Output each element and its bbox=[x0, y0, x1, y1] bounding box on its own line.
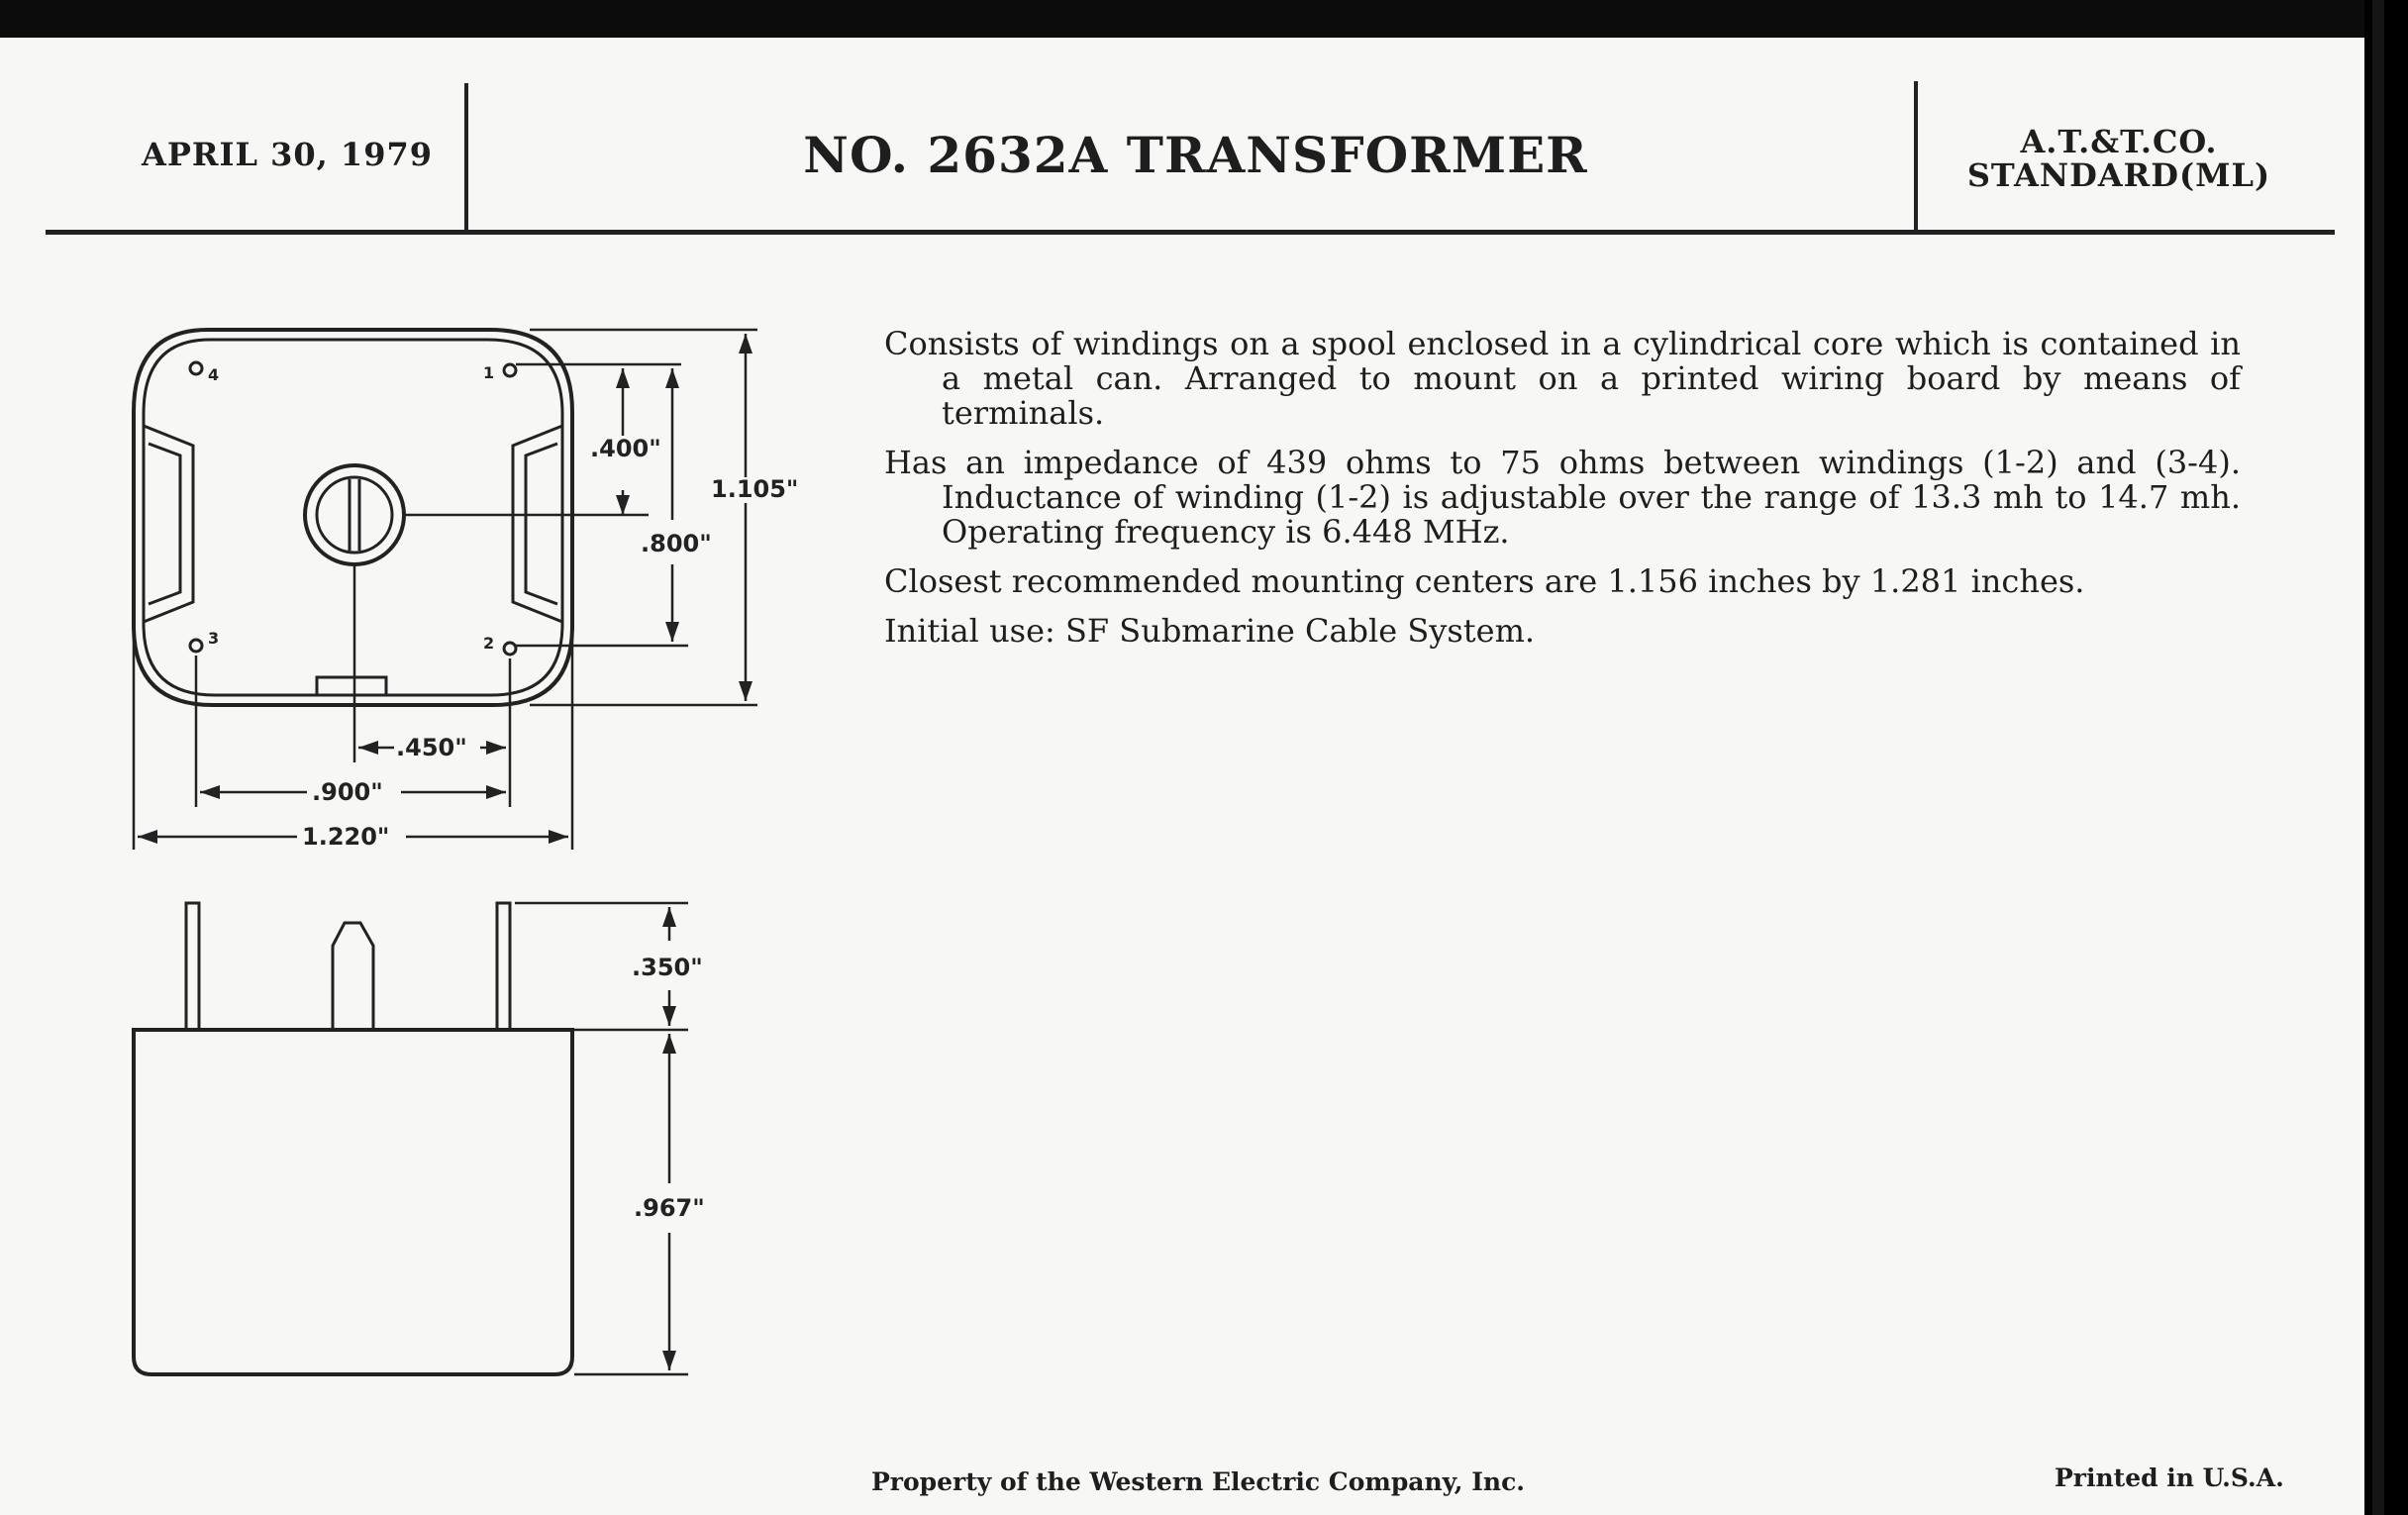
dimension-900: .900" bbox=[312, 778, 383, 806]
top-view-inner-outline bbox=[144, 340, 562, 695]
standard-line-1: A.T.&T.CO. bbox=[2020, 123, 2218, 160]
description-paragraph: Closest recommended mounting centers are 1.156 inches by 1.281 inches. bbox=[884, 562, 2085, 600]
dimension-400: .400" bbox=[590, 435, 661, 462]
bottom-notch bbox=[317, 677, 386, 695]
pin-label-4: 4 bbox=[208, 365, 220, 384]
side-view-pin-right bbox=[497, 903, 510, 1030]
left-tab bbox=[144, 426, 193, 622]
page-title: NO. 2632A TRANSFORMER bbox=[803, 126, 1588, 184]
side-view-body bbox=[134, 1030, 572, 1374]
dimension-1220: 1.220" bbox=[302, 823, 390, 851]
description-paragraph: Consists of windings on a spool enclosed in a cylindrical core which is contained in a metal can. Arranged to mount on a printed wiring board by means of terminals. bbox=[884, 325, 2241, 432]
side-view-pin-left bbox=[186, 903, 199, 1030]
pin-label-2: 2 bbox=[483, 634, 495, 653]
footer-printed-in: Printed in U.S.A. bbox=[2055, 1464, 2284, 1492]
dimension-967: .967" bbox=[634, 1194, 705, 1222]
description-paragraph: Initial use: SF Submarine Cable System. bbox=[884, 612, 1536, 650]
document-date: APRIL 30, 1979 bbox=[142, 136, 433, 173]
dimension-450: .450" bbox=[396, 734, 467, 761]
footer-property-notice: Property of the Western Electric Company, Inc. bbox=[871, 1467, 1526, 1496]
dimension-1105: 1.105" bbox=[711, 475, 799, 503]
pin-label-3: 3 bbox=[208, 629, 220, 648]
dimension-800: .800" bbox=[641, 530, 712, 557]
right-tab bbox=[513, 426, 562, 622]
standard-line-2: STANDARD(ML) bbox=[1966, 156, 2271, 194]
terminal-hole-4 bbox=[190, 362, 202, 374]
terminal-hole-3 bbox=[190, 640, 202, 652]
pin-label-1: 1 bbox=[483, 363, 495, 382]
adjuster-screw bbox=[305, 465, 404, 564]
side-view-center-pin bbox=[333, 923, 373, 1030]
terminal-hole-2 bbox=[504, 643, 516, 655]
dimension-350: .350" bbox=[632, 954, 703, 981]
terminal-hole-1 bbox=[504, 364, 516, 376]
description-paragraph: Has an impedance of 439 ohms to 75 ohms between windings (1-2) and (3-4). Inductance of winding (1-2) is adjustable over the range of 13.3 mh to 14.7 mh. Operating frequency is 6.448 MHz. bbox=[884, 444, 2241, 551]
